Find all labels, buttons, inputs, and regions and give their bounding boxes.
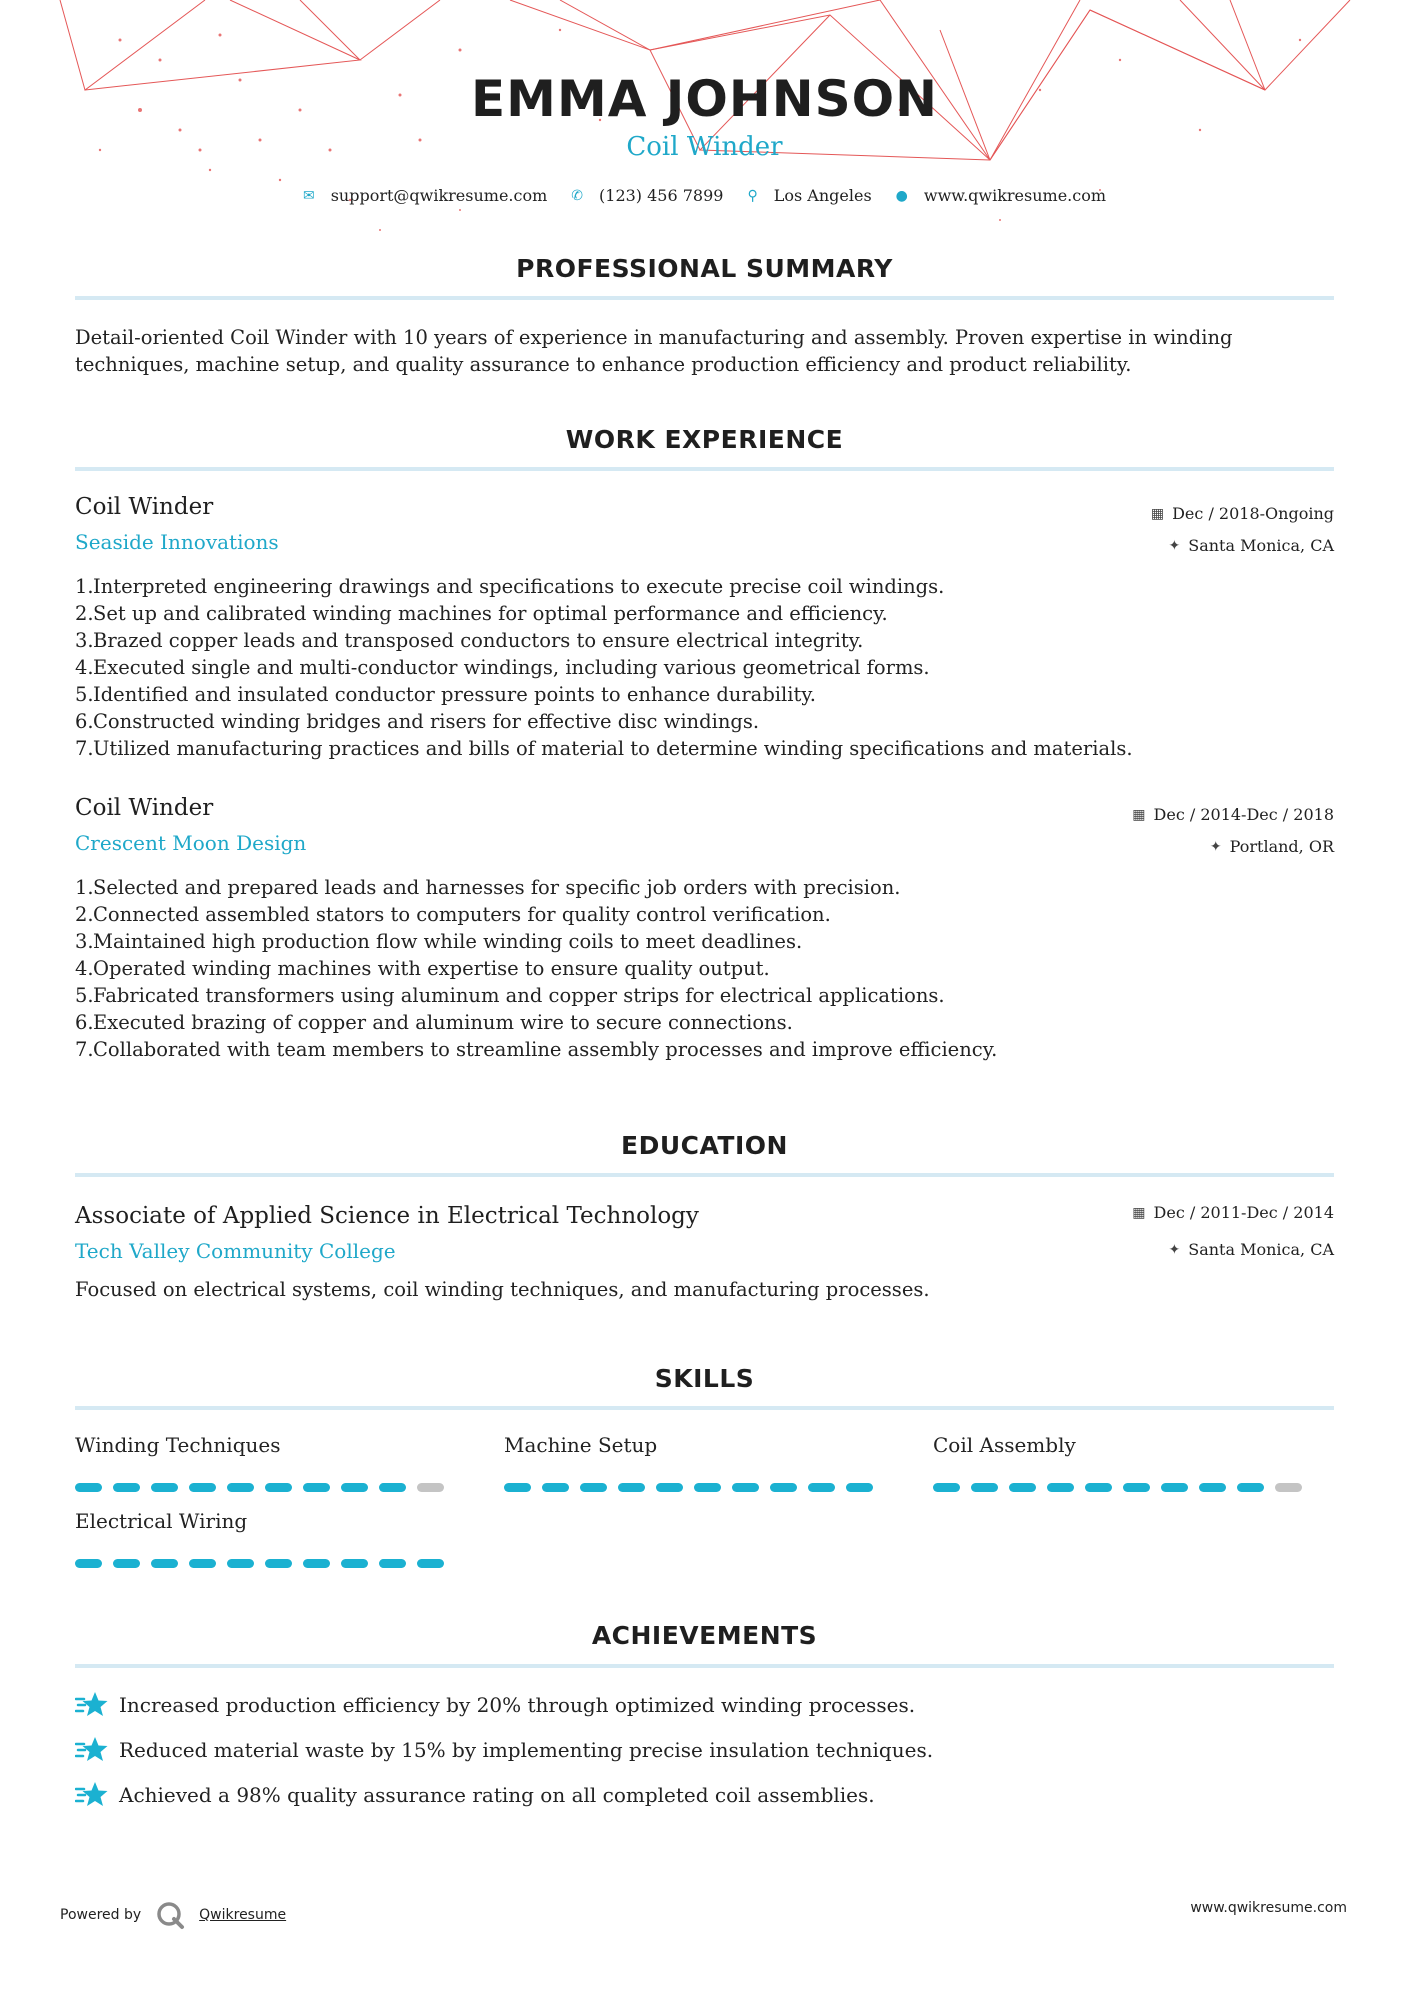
contact-phone[interactable] (571, 186, 723, 205)
list-item: 3. Brazed copper leads and transposed conductors to ensure electrical integrity. (75, 629, 864, 652)
skill-name: Electrical Wiring (75, 1509, 248, 1533)
achievement-text: Achieved a 98% quality assurance rating on all completed coil assemblies. (119, 1783, 875, 1807)
contact-website[interactable] (896, 186, 1106, 205)
skill-dash-filled (265, 1559, 292, 1568)
skill-dash-filled (417, 1559, 444, 1568)
candidate-name: EMMA JOHNSON (471, 70, 938, 128)
skill-dash-filled (504, 1483, 531, 1492)
skills-divider (75, 1406, 1334, 1410)
list-item: 4. Operated winding machines with expertise to ensure quality output. (75, 957, 770, 980)
skill-dash-filled (189, 1559, 216, 1568)
skill-dash-filled (618, 1483, 645, 1492)
skill-dash-filled (1009, 1483, 1036, 1492)
skill-dash-empty (1275, 1483, 1302, 1492)
skill-level-bar (75, 1483, 455, 1492)
globe-icon: ● (895, 187, 908, 204)
pushpin-icon: ✦ (1209, 838, 1222, 855)
skill-dash-filled (656, 1483, 683, 1492)
star-icon (75, 1780, 109, 1810)
job-1-dates-text: Dec / 2018-Ongoing (1172, 504, 1334, 523)
list-item: 1. Selected and prepared leads and harnesses for specific job orders with precision. (75, 876, 901, 899)
job-2-dates (1132, 805, 1334, 824)
footer-website[interactable]: www.qwikresume.com (1190, 1900, 1347, 1916)
location-text: Los Angeles (773, 186, 872, 205)
skill-dash-filled (341, 1559, 368, 1568)
skill-dash-filled (379, 1559, 406, 1568)
education-divider (75, 1173, 1334, 1177)
education-dates-text: Dec / 2011-Dec / 2014 (1153, 1203, 1334, 1222)
summary-text: Detail-oriented Coil Winder with 10 years of experience in manufacturing and assembly. Proven expertise in winding techniques, machine setup, and quality assurance to enhance production efficiency and product reliability. (75, 326, 1233, 376)
achievement-text: Reduced material waste by 15% by implementing precise insulation techniques. (119, 1738, 934, 1762)
list-item: 6. Executed brazing of copper and aluminum wire to secure connections. (75, 1011, 793, 1034)
education-description: Focused on electrical systems, coil winding techniques, and manufacturing processes. (75, 1278, 930, 1301)
job-2-company: Crescent Moon Design (75, 831, 307, 855)
skill-name: Winding Techniques (75, 1433, 281, 1457)
candidate-title: Coil Winder (626, 132, 783, 162)
job-1-dates (1151, 504, 1334, 523)
email-text: support@qwikresume.com (330, 186, 548, 205)
education-degree: Associate of Applied Science in Electrical Technology (75, 1203, 699, 1229)
skill-item (504, 1433, 884, 1492)
pushpin-icon: ✦ (1168, 537, 1181, 554)
job-1-bullets (75, 573, 1334, 762)
skill-dash-filled (971, 1483, 998, 1492)
skill-dash-empty (417, 1483, 444, 1492)
achievement-item (75, 1780, 875, 1810)
skill-dash-filled (227, 1483, 254, 1492)
skill-name: Coil Assembly (933, 1433, 1076, 1457)
job-2-bullets (75, 874, 1334, 1063)
summary-divider (75, 296, 1334, 300)
footer-powered-by (60, 1900, 286, 1930)
contact-bar (75, 186, 1334, 205)
skill-item (75, 1509, 455, 1568)
skill-dash-filled (113, 1483, 140, 1492)
skill-dash-filled (151, 1559, 178, 1568)
job-2-location (1210, 837, 1334, 856)
calendar-icon: ▦ (1132, 806, 1146, 823)
job-2-header (75, 795, 1334, 855)
education-dates (1132, 1203, 1334, 1222)
job-1-header (75, 494, 1334, 554)
brand-link[interactable]: Qwikresume (199, 1907, 287, 1923)
job-1-location-text: Santa Monica, CA (1188, 536, 1334, 555)
pushpin-icon: ✦ (1168, 1241, 1181, 1258)
list-item: 7. Collaborated with team members to streamline assembly processes and improve efficiency. (75, 1038, 998, 1061)
skill-dash-filled (580, 1483, 607, 1492)
summary-heading: PROFESSIONAL SUMMARY (516, 254, 893, 283)
contact-location (747, 186, 871, 205)
experience-heading: WORK EXPERIENCE (565, 425, 844, 454)
contact-email[interactable] (303, 186, 547, 205)
website-text: www.qwikresume.com (923, 186, 1107, 205)
skill-level-bar (933, 1483, 1313, 1492)
skill-dash-filled (542, 1483, 569, 1492)
skill-level-bar (75, 1559, 455, 1568)
skill-dash-filled (75, 1559, 102, 1568)
list-item: 2. Set up and calibrated winding machines for optimal performance and efficiency. (75, 602, 888, 625)
envelope-icon: ✉ (302, 187, 315, 204)
skill-dash-filled (379, 1483, 406, 1492)
skill-dash-filled (1237, 1483, 1264, 1492)
star-icon (75, 1735, 109, 1765)
list-item: 6. Constructed winding bridges and risers for effective disc windings. (75, 710, 760, 733)
skill-dash-filled (1085, 1483, 1112, 1492)
skill-dash-filled (1161, 1483, 1188, 1492)
skill-dash-filled (1199, 1483, 1226, 1492)
achievement-item (75, 1690, 915, 1720)
skill-dash-filled (341, 1483, 368, 1492)
skill-dash-filled (694, 1483, 721, 1492)
education-heading: EDUCATION (621, 1131, 788, 1160)
job-2-dates-text: Dec / 2014-Dec / 2018 (1153, 805, 1334, 824)
education-location-text: Santa Monica, CA (1188, 1240, 1334, 1259)
skill-dash-filled (151, 1483, 178, 1492)
list-item: 4. Executed single and multi-conductor windings, including various geometrical forms. (75, 656, 930, 679)
experience-divider (75, 467, 1334, 471)
phone-text: (123) 456 7899 (599, 186, 724, 205)
skill-dash-filled (227, 1559, 254, 1568)
list-item: 1. Interpreted engineering drawings and specifications to execute precise coil windings. (75, 575, 945, 598)
skill-dash-filled (933, 1483, 960, 1492)
achievement-text: Increased production efficiency by 20% through optimized winding processes. (119, 1693, 916, 1717)
skill-level-bar (504, 1483, 884, 1492)
skill-item (75, 1433, 455, 1492)
skill-dash-filled (1123, 1483, 1150, 1492)
achievements-heading: ACHIEVEMENTS (591, 1621, 818, 1650)
skill-dash-filled (189, 1483, 216, 1492)
education-header (75, 1203, 1334, 1263)
map-pin-icon: ⚲ (747, 187, 758, 204)
skill-item (933, 1433, 1313, 1492)
skill-dash-filled (732, 1483, 759, 1492)
calendar-icon: ▦ (1150, 505, 1165, 522)
job-1-location (1169, 536, 1335, 555)
resume-header (75, 70, 1334, 162)
list-item: 3. Maintained high production flow while winding coils to meet deadlines. (75, 930, 803, 953)
list-item: 5. Fabricated transformers using aluminum and copper strips for electrical applications. (75, 984, 945, 1007)
skill-dash-filled (808, 1483, 835, 1492)
skill-dash-filled (303, 1483, 330, 1492)
list-item: 2. Connected assembled stators to computers for quality control verification. (75, 903, 831, 926)
skill-dash-filled (265, 1483, 292, 1492)
calendar-icon: ▦ (1132, 1204, 1146, 1221)
list-item: 7. Utilized manufacturing practices and bills of material to determine winding specifications and materials. (75, 737, 1133, 760)
education-school: Tech Valley Community College (75, 1239, 396, 1263)
skill-dash-filled (1047, 1483, 1074, 1492)
skill-dash-filled (846, 1483, 873, 1492)
skill-name: Machine Setup (504, 1433, 658, 1457)
powered-by-text: Powered by (60, 1907, 142, 1923)
star-icon (75, 1690, 109, 1720)
job-2-location-text: Portland, OR (1229, 837, 1334, 856)
achievement-item (75, 1735, 933, 1765)
job-1-role: Coil Winder (75, 494, 214, 520)
skill-dash-filled (770, 1483, 797, 1492)
achievements-divider (75, 1664, 1334, 1668)
education-location (1169, 1240, 1335, 1259)
qwikresume-logo (155, 1900, 185, 1930)
job-1-company: Seaside Innovations (75, 530, 279, 554)
skill-dash-filled (303, 1559, 330, 1568)
phone-icon: ✆ (571, 187, 584, 204)
job-2-role: Coil Winder (75, 795, 214, 821)
skill-dash-filled (75, 1483, 102, 1492)
skill-dash-filled (113, 1559, 140, 1568)
skills-heading: SKILLS (654, 1364, 755, 1393)
list-item: 5. Identified and insulated conductor pressure points to enhance durability. (75, 683, 816, 706)
